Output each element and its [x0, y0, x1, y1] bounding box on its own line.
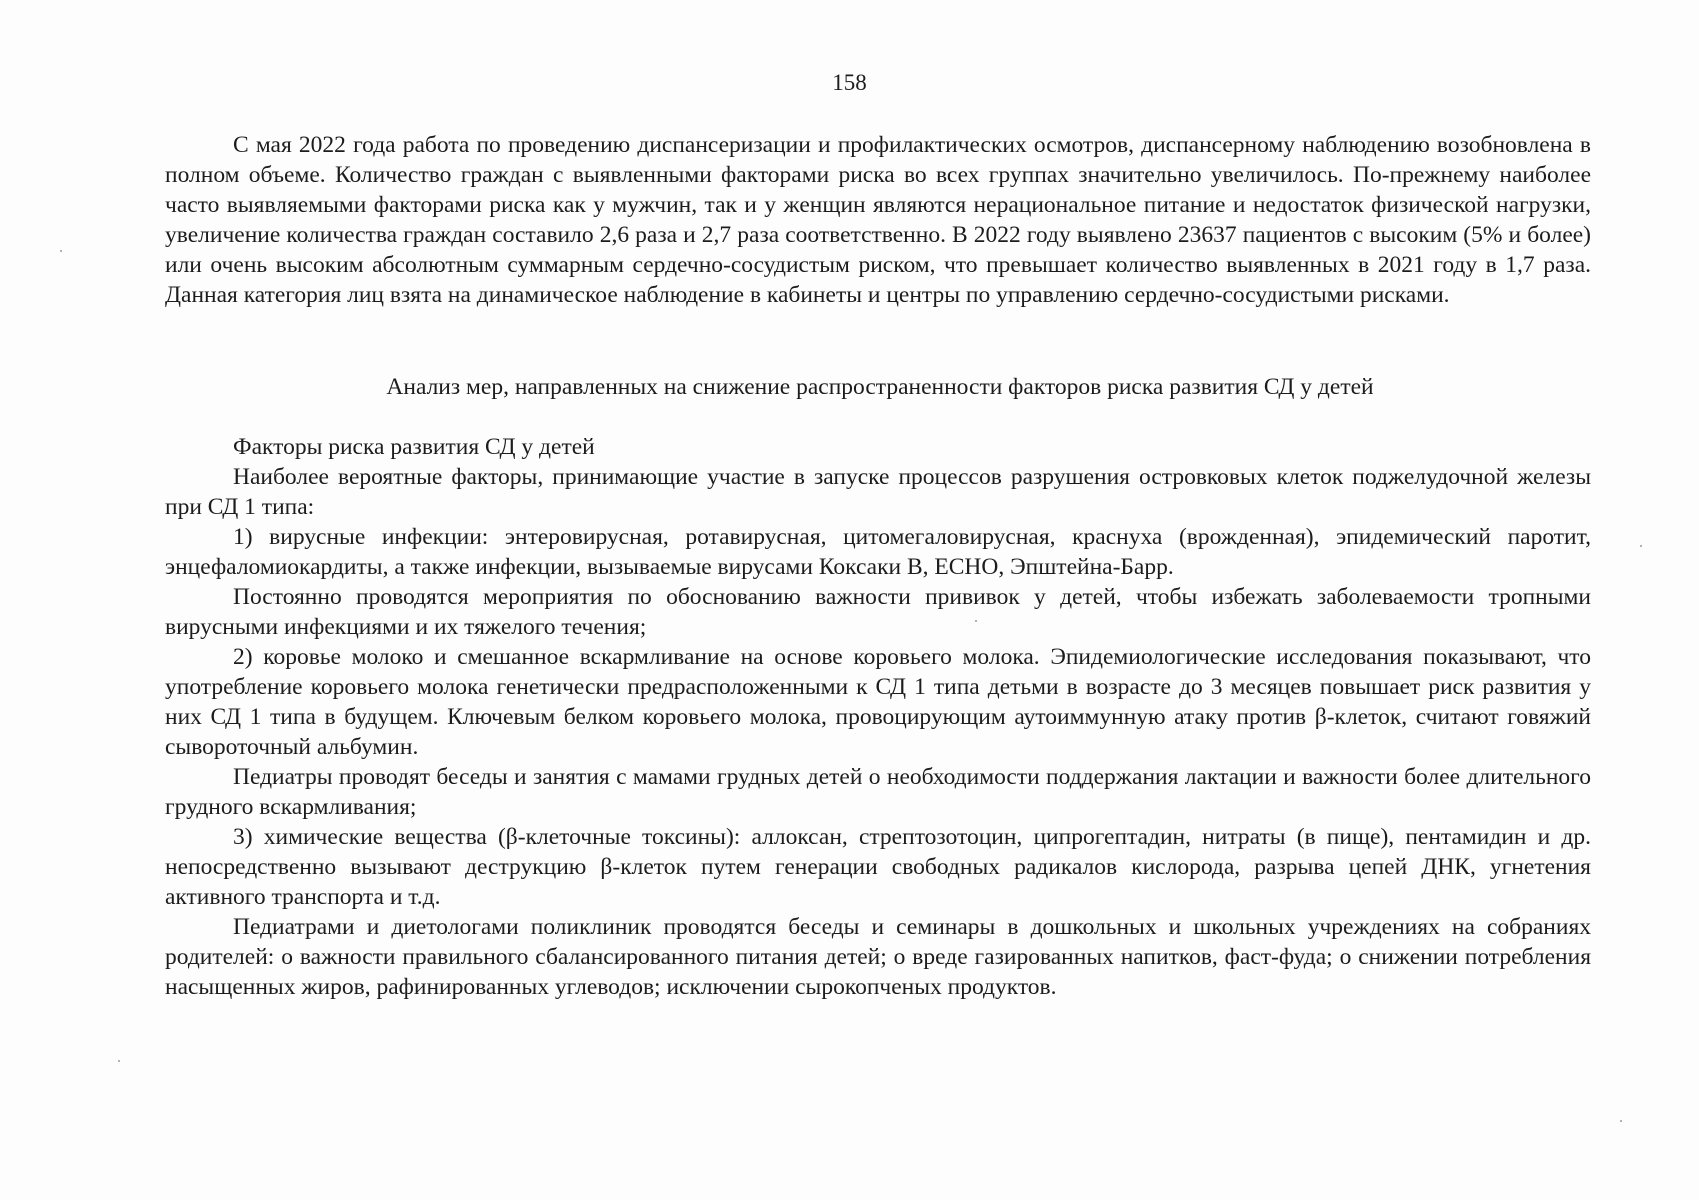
scan-speck: [1620, 1120, 1622, 1122]
section-heading: Анализ мер, направленных на снижение распространенности факторов риска развития СД у детей: [386, 374, 1374, 400]
scan-speck: [118, 1060, 120, 1062]
intro-paragraph: С мая 2022 года работа по проведению диспансеризации и профилактических осмотров, диспансерному наблюдению возобновлена в полном объеме. Количество граждан с выявленными факторами риска во всех группах значительно увеличилось. По-прежнему наиболее часто выявляемыми факторами риска как у мужчин, так и у женщин являются нерациональное питание и недостаток физической нагрузки, увеличение количества граждан составило 2,6 раза и 2,7 раза соответственно. В 2022 году выявлено 23637 пациентов с высоким (5% и более) или очень высоким абсолютным суммарным сердечно-сосудистым риском, что превышает количество выявленных в 2021 году в 1,7 раза. Данная категория лиц взята на динамическое наблюдение в кабинеты и центры по управлению сердечно-сосудистыми рисками.: [165, 132, 1591, 308]
page-number: 158: [832, 70, 867, 95]
paragraph-intro-factors: Наиболее вероятные факторы, принимающие участие в запуске процессов разрушения островковых клеток поджелудочной железы при СД 1 типа:: [165, 464, 1591, 520]
intro-section: [165, 130, 1591, 310]
paragraph-viral-infections: 1) вирусные инфекции: энтеровирусная, ротавирусная, цитомегаловирусная, краснуха (врожденная), эпидемический паротит, энцефаломиокардиты, а также инфекции, вызываемые вирусами Коксаки В, ECHO, Эпштейна-Барр.: [165, 524, 1591, 580]
paragraph-nutrition-seminars: Педиатрами и диетологами поликлиник проводятся беседы и семинары в дошкольных и школьных учреждениях на собраниях родителей: о важности правильного сбалансированного питания детей; о вреде газированных напитков, фаст-фуда; о снижении потребления насыщенных жиров, рафинированных углеводов; исключении сырокопченых продуктов.: [165, 914, 1591, 1000]
scan-speck: [975, 620, 977, 622]
scan-speck: [1640, 545, 1642, 547]
paragraph-chemicals: 3) химические вещества (β-клеточные токсины): аллоксан, стрептозотоцин, ципрогептадин, нитраты (в пище), пентамидин и др. непосредственно вызывают деструкцию β-клеток путем генерации свободных радикалов кислорода, разрыва цепей ДНК, угнетения активного транспорта и т.д.: [165, 824, 1591, 910]
paragraph-cow-milk: 2) коровье молоко и смешанное вскармливание на основе коровьего молока. Эпидемиологические исследования показывают, что употребление коровьего молока генетически предрасположенными к СД 1 типа детьми в возрасте до 3 месяцев повышает риск развития у них СД 1 типа в будущем. Ключевым белком коровьего молока, провоцирующим аутоиммунную атаку против β-клеток, считают говяжий сывороточный альбумин.: [165, 644, 1591, 760]
paragraph-breastfeeding: Педиатры проводят беседы и занятия с мамами грудных детей о необходимости поддержания лактации и важности более длительного грудного вскармливания;: [165, 764, 1591, 820]
paragraph-vaccination: Постоянно проводятся мероприятия по обоснованию важности прививок у детей, чтобы избежать заболеваемости тропными вирусными инфекциями и их тяжелого течения;: [165, 584, 1591, 640]
risk-factors-section: [165, 432, 1591, 1002]
sub-heading: Факторы риска развития СД у детей: [233, 434, 595, 460]
scan-speck: [60, 250, 62, 252]
